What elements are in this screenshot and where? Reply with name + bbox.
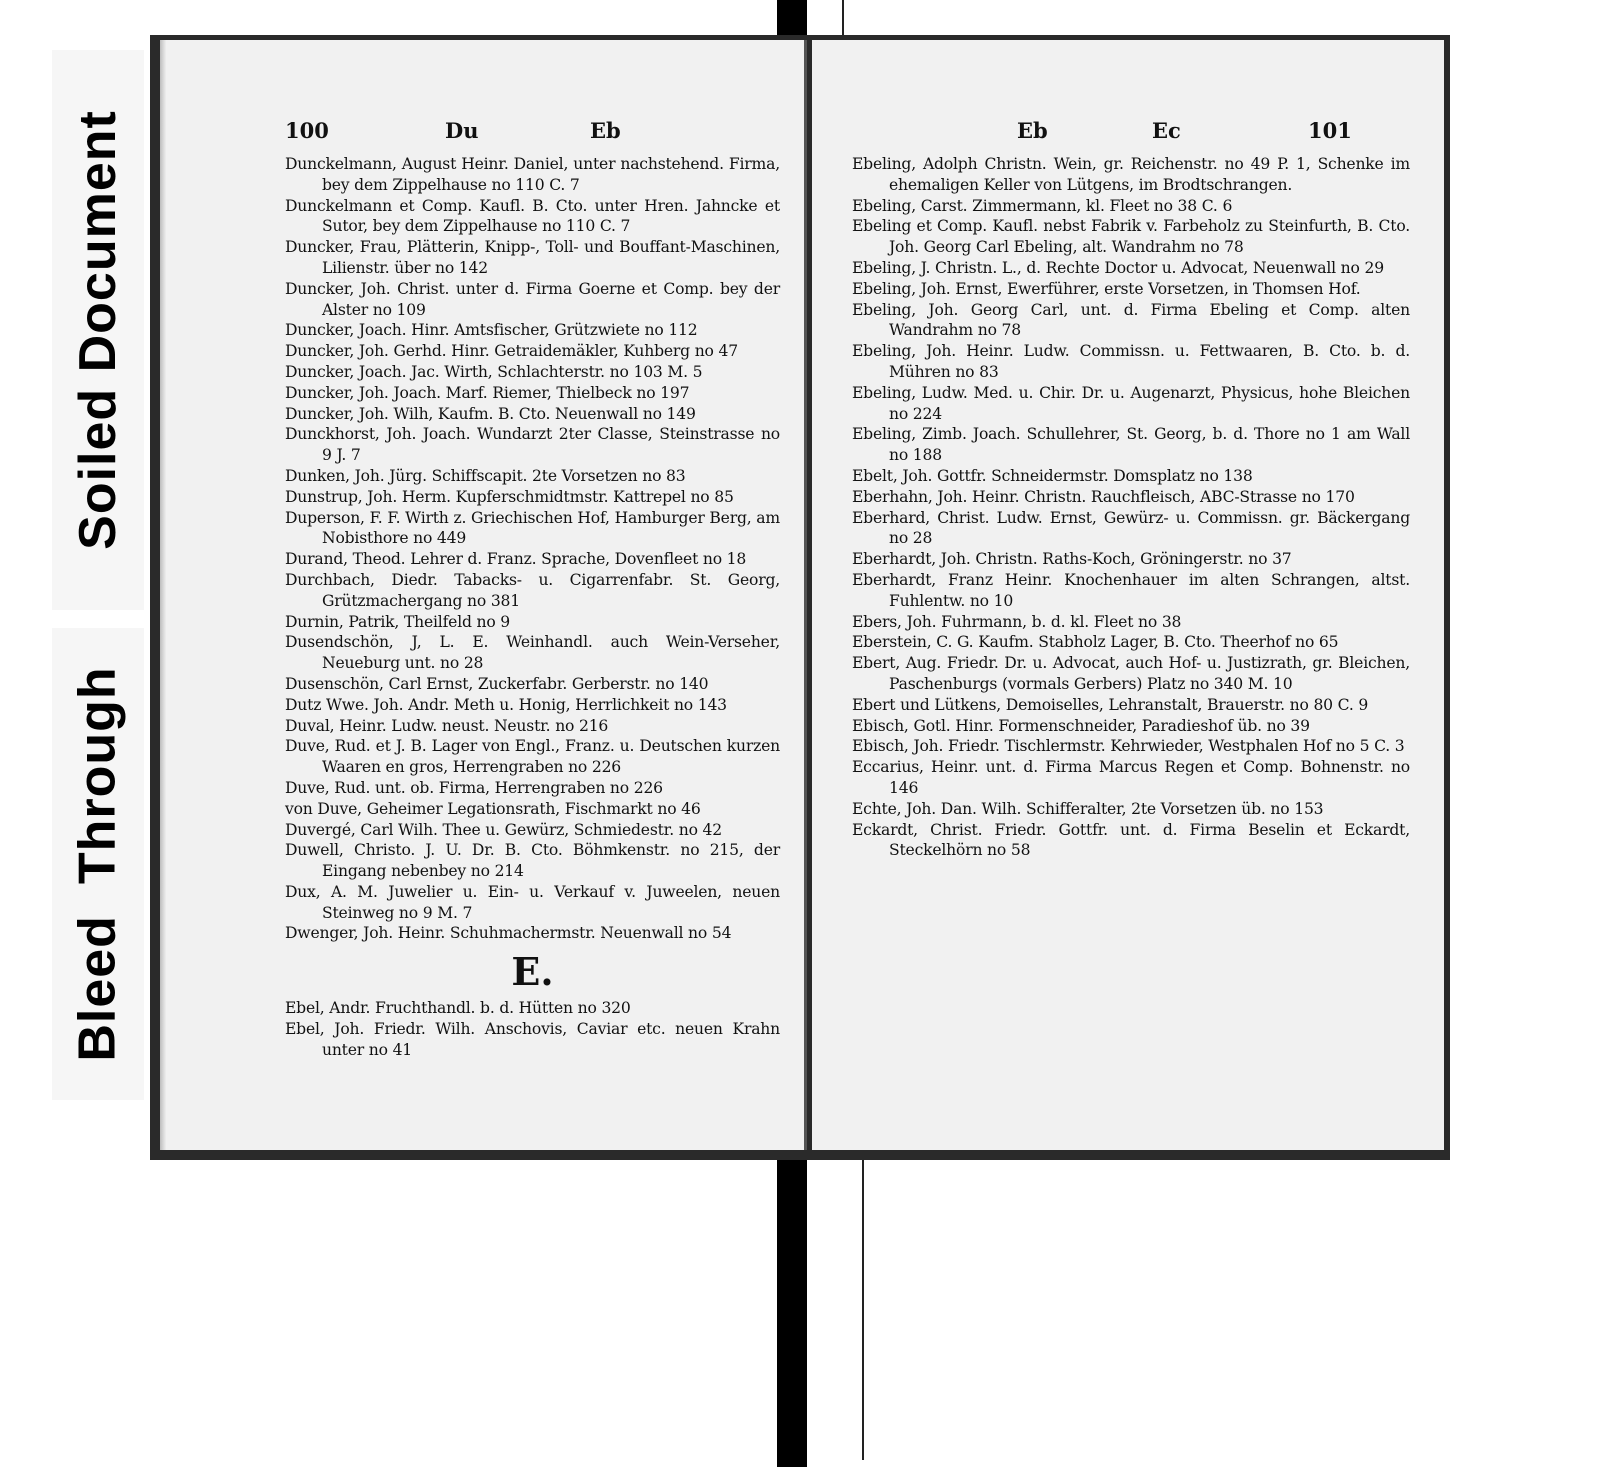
right-header-term-2: Ec: [1152, 118, 1181, 143]
directory-entry: Ebisch, Joh. Friedr. Tischlermstr. Kehrwieder, Westphalen Hof no 5 C. 3: [852, 737, 1405, 756]
directory-entry: Dunken, Joh. Jürg. Schiffscapit. 2te Vorsetzen no 83: [285, 466, 686, 485]
directory-entry: Dunckelmann, August Heinr. Daniel, unter nachstehend. Firma, bey dem Zippelhause no 110 C. 7: [285, 155, 780, 194]
directory-entry: Duval, Heinr. Ludw. neust. Neustr. no 216: [285, 716, 609, 735]
directory-entry: Duncker, Joh. Gerhd. Hinr. Getraidemäkler, Kuhberg no 47: [285, 342, 738, 361]
directory-entry: Ebeling, Joh. Georg Carl, unt. d. Firma Ebeling et Comp. alten Wandrahm no 78: [852, 300, 1410, 340]
directory-entry: Duncker, Joh. Wilh, Kaufm. B. Cto. Neuenwall no 149: [285, 404, 696, 423]
vertical-rule: [862, 1160, 864, 1460]
directory-entry: Duncker, Frau, Plätterin, Knipp-, Toll- und Bouffant-Maschinen, Lilienstr. über no 142: [285, 238, 780, 277]
left-header-term-2: Eb: [590, 118, 621, 143]
soiled-document-label: [52, 50, 144, 610]
left-entries-d: [285, 154, 780, 944]
directory-entry: Ebeling, Joh. Ernst, Ewerführer, erste Vorsetzen, in Thomsen Hof.: [852, 279, 1361, 298]
left-entries: [285, 154, 780, 1061]
right-entries: [852, 154, 1410, 861]
directory-entry: Dux, A. M. Juwelier u. Ein- u. Verkauf v. Juweelen, neuen Steinweg no 9 M. 7: [285, 882, 780, 922]
directory-entry: Duncker, Joach. Jac. Wirth, Schlachterstr. no 103 M. 5: [285, 362, 703, 381]
directory-entry: Eberhardt, Joh. Christn. Raths-Koch, Gröningerstr. no 37: [852, 550, 1292, 569]
directory-entry: Ebert, Aug. Friedr. Dr. u. Advocat, auch Hof- u. Justizrath, gr. Bleichen, Paschenburgs (vormals Gerbers) Platz no 340 M. 10: [852, 654, 1410, 693]
directory-entry: Durchbach, Diedr. Tabacks- u. Cigarrenfabr. St. Georg, Grützmachergang no 381: [285, 570, 780, 610]
directory-entry: Eberhard, Christ. Ludw. Ernst, Gewürz- u. Commissn. gr. Bäckergang no 28: [852, 508, 1410, 548]
left-entries-e: [285, 998, 780, 1060]
directory-entry: Echte, Joh. Dan. Wilh. Schifferalter, 2te Vorsetzen üb. no 153: [852, 799, 1324, 818]
directory-entry: Duvergé, Carl Wilh. Thee u. Gewürz, Schmiedestr. no 42: [285, 820, 722, 839]
directory-entry: Duncker, Joach. Hinr. Amtsfischer, Grützwiete no 112: [285, 321, 698, 340]
bleed-through-label: [52, 628, 144, 1100]
directory-entry: Durand, Theod. Lehrer d. Franz. Sprache, Dovenfleet no 18: [285, 550, 747, 569]
directory-entry: Dutz Wwe. Joh. Andr. Meth u. Honig, Herrlichkeit no 143: [285, 695, 727, 714]
page-number-left: 100: [285, 118, 329, 143]
directory-entry: Ebisch, Gotl. Hinr. Formenschneider, Paradieshof üb. no 39: [852, 716, 1310, 735]
section-letter-e: E.: [511, 949, 554, 995]
directory-entry: Ebeling, Carst. Zimmermann, kl. Fleet no 38 C. 6: [852, 196, 1233, 215]
page-edge: [160, 40, 166, 1150]
left-page: [160, 40, 807, 1150]
scanner-spine-bottom: [777, 1155, 807, 1467]
directory-entry: Durnin, Patrik, Theilfeld no 9: [285, 612, 511, 631]
right-entries-list: [852, 154, 1410, 861]
directory-entry: Ebel, Andr. Fruchthandl. b. d. Hütten no 320: [285, 999, 631, 1018]
vertical-rule: [842, 0, 844, 40]
right-header-term-1: Eb: [1017, 118, 1048, 143]
directory-entry: Duve, Rud. unt. ob. Firma, Herrengraben no 226: [285, 778, 663, 797]
right-page-header: [812, 118, 1444, 152]
page-number-right: 101: [1308, 118, 1352, 143]
directory-entry: Ebel, Joh. Friedr. Wilh. Anschovis, Caviar etc. neuen Krahn unter no 41: [285, 1020, 780, 1059]
directory-entry: Ebelt, Joh. Gottfr. Schneidermstr. Domsplatz no 138: [852, 466, 1253, 485]
directory-entry: von Duve, Geheimer Legationsrath, Fischmarkt no 46: [285, 799, 701, 818]
directory-entry: Duncker, Joh. Joach. Marf. Riemer, Thielbeck no 197: [285, 383, 690, 402]
directory-entry: Eberstein, C. G. Kaufm. Stabholz Lager, B. Cto. Theerhof no 65: [852, 633, 1339, 652]
directory-entry: Ebeling, Adolph Christn. Wein, gr. Reichenstr. no 49 P. 1, Schenke im ehemaligen Keller von Lütgens, im Brodtschrangen.: [852, 155, 1410, 194]
directory-entry: Ebeling, Ludw. Med. u. Chir. Dr. u. Augenarzt, Physicus, hohe Bleichen no 224: [852, 383, 1410, 423]
directory-entry: Ebeling, Zimb. Joach. Schullehrer, St. Georg, b. d. Thore no 1 am Wall no 188: [852, 425, 1410, 465]
directory-entry: Dunckelmann et Comp. Kaufl. B. Cto. unter Hren. Jahncke et Sutor, bey dem Zippelhause no 110 C. 7: [285, 196, 780, 236]
bleed-through-text: Bleed Through: [69, 666, 128, 1062]
left-header-term-1: Du: [445, 118, 479, 143]
directory-entry: Eberhahn, Joh. Heinr. Christn. Rauchfleisch, ABC-Strasse no 170: [852, 487, 1355, 506]
directory-entry: Dusendschön, J, L. E. Weinhandl. auch Wein-Verseher, Neueburg unt. no 28: [285, 633, 780, 673]
directory-entry: Dunstrup, Joh. Herm. Kupferschmidtmstr. Kattrepel no 85: [285, 487, 734, 506]
directory-entry: Eberhardt, Franz Heinr. Knochenhauer im alten Schrangen, altst. Fuhlentw. no 10: [852, 570, 1410, 610]
directory-entry: Ebeling et Comp. Kaufl. nebst Fabrik v. Farbeholz zu Steinfurth, B. Cto. Joh. Georg Carl Ebeling, alt. Wandrahm no 78: [852, 217, 1410, 257]
directory-entry: Duwell, Christo. J. U. Dr. B. Cto. Böhmkenstr. no 215, der Eingang nebenbey no 214: [285, 841, 780, 881]
right-page: [812, 40, 1444, 1150]
directory-entry: Eckardt, Christ. Friedr. Gottfr. unt. d. Firma Beselin et Eckardt, Steckelhörn no 58: [852, 820, 1410, 860]
directory-entry: Dusenschön, Carl Ernst, Zuckerfabr. Gerberstr. no 140: [285, 674, 709, 693]
directory-entry: Ebert und Lütkens, Demoiselles, Lehranstalt, Brauerstr. no 80 C. 9: [852, 695, 1369, 714]
directory-entry: Duncker, Joh. Christ. unter d. Firma Goerne et Comp. bey der Alster no 109: [285, 279, 780, 319]
soiled-document-text: Soiled Document: [69, 110, 127, 550]
directory-entry: Duve, Rud. et J. B. Lager von Engl., Franz. u. Deutschen kurzen Waaren en gros, Herrengraben no 226: [285, 737, 780, 777]
directory-entry: Dunckhorst, Joh. Joach. Wundarzt 2ter Classe, Steinstrasse no 9 J. 7: [285, 425, 780, 465]
directory-entry: Eccarius, Heinr. unt. d. Firma Marcus Regen et Comp. Bohnenstr. no 146: [852, 758, 1410, 797]
directory-entry: Dwenger, Joh. Heinr. Schuhmachermstr. Neuenwall no 54: [285, 924, 732, 943]
left-page-header: [160, 118, 804, 152]
directory-entry: Duperson, F. F. Wirth z. Griechischen Hof, Hamburger Berg, am Nobisthore no 449: [285, 508, 780, 548]
directory-entry: Ebeling, J. Christn. L., d. Rechte Doctor u. Advocat, Neuenwall no 29: [852, 258, 1384, 277]
directory-entry: Ebeling, Joh. Heinr. Ludw. Commissn. u. Fettwaaren, B. Cto. b. d. Mühren no 83: [852, 342, 1410, 381]
directory-entry: Ebers, Joh. Fuhrmann, b. d. kl. Fleet no 38: [852, 612, 1182, 631]
